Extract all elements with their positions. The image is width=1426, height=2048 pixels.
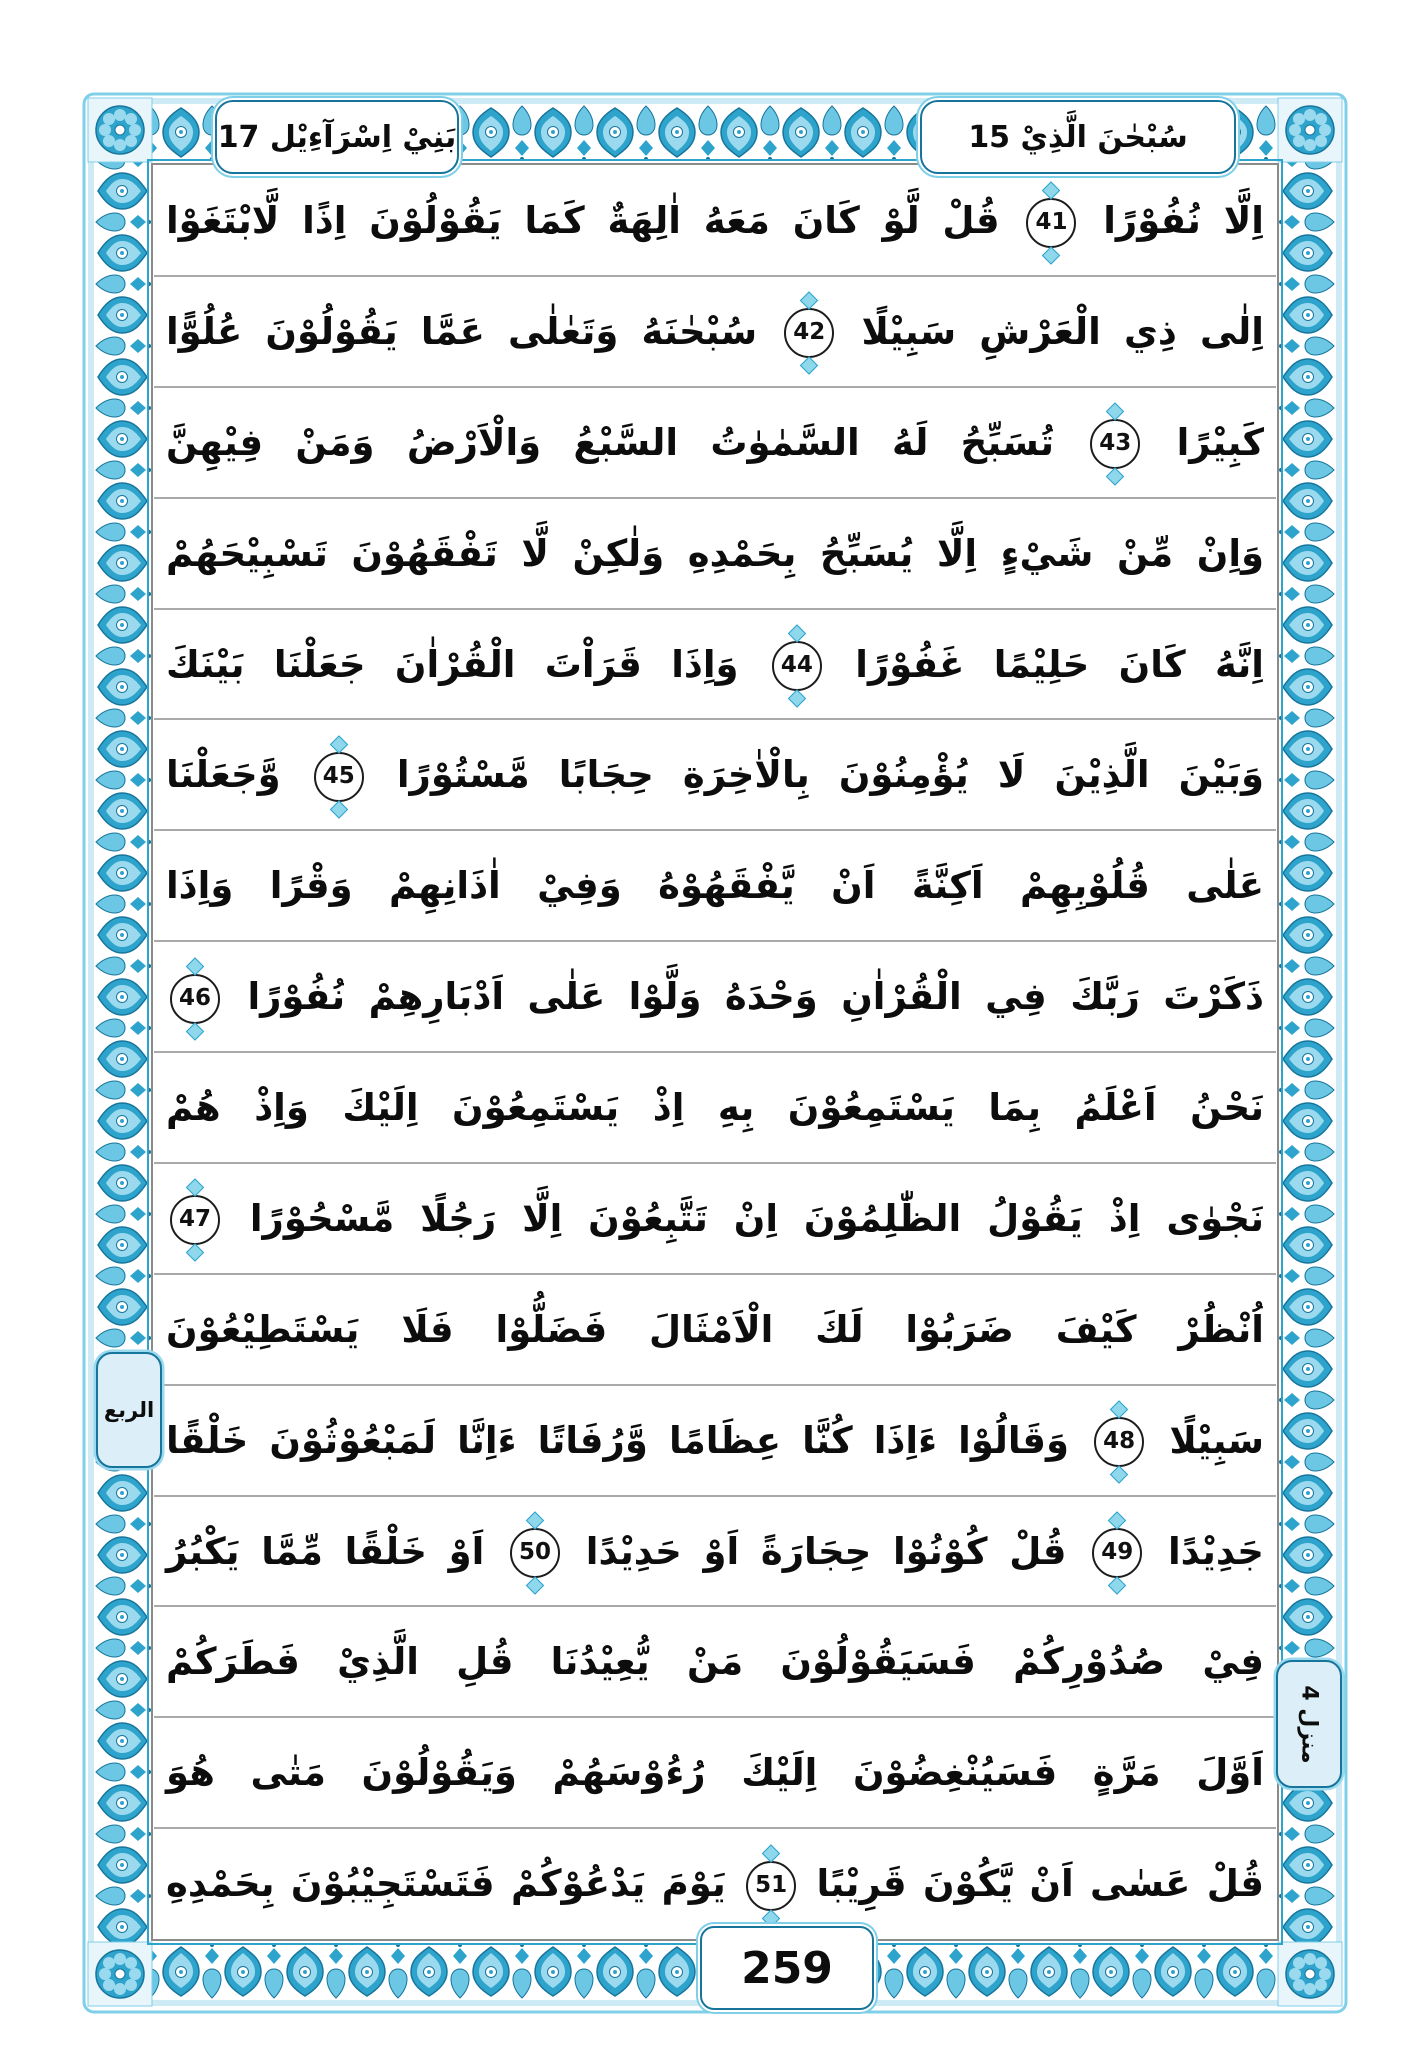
rub-quarter-label: الربع xyxy=(103,1398,155,1422)
ayah-text: وَقَالُوْا ءَاِذَا كُنَّا عِظَامًا وَّرُفَاتًا ءَاِنَّا لَمَبْعُوْثُوْنَ خَلْقًا xyxy=(166,1418,1070,1462)
quran-text-line xyxy=(154,831,1276,942)
verse-number-badge: 46 xyxy=(170,974,220,1024)
quran-text-line xyxy=(154,388,1276,499)
quran-text-line xyxy=(154,1829,1276,1938)
quran-text-area xyxy=(154,166,1276,1938)
quran-text-line xyxy=(154,499,1276,610)
surah-name-tab xyxy=(215,100,459,174)
ayah-text: تُسَبِّحُ لَهُ السَّمٰوٰتُ السَّبْعُ وَالْاَرْضُ وَمَنْ فِيْهِنَّ xyxy=(166,420,1054,464)
juz-name-label: سُبْحٰنَ الَّذِيْ 15 xyxy=(968,119,1188,155)
ayah-text: يَوْمَ يَدْعُوْكُمْ فَتَسْتَجِيْبُوْنَ بِحَمْدِهِ xyxy=(166,1862,726,1906)
ayah-text: عَلٰى قُلُوْبِهِمْ اَكِنَّةً اَنْ يَّفْقَهُوْهُ وَفِيْ اٰذَانِهِمْ وَقْرًا وَاِذَا xyxy=(166,864,1264,908)
quran-text-line xyxy=(154,1164,1276,1275)
ayah-text: اِنَّهُ كَانَ حَلِيْمًا غَفُوْرًا xyxy=(855,642,1264,686)
quran-text-line xyxy=(154,1718,1276,1829)
ayah-text: اُنْظُرْ كَيْفَ ضَرَبُوْا لَكَ الْاَمْثَالَ فَضَلُّوْا فَلَا يَسْتَطِيْعُوْنَ xyxy=(166,1307,1264,1351)
ayah-text: وَاِذَا قَرَاْتَ الْقُرْاٰنَ جَعَلْنَا بَيْنَكَ xyxy=(166,642,739,686)
ayah-text: سَبِيْلًا xyxy=(1169,1418,1264,1462)
ayah-text: سُبْحٰنَهُ وَتَعٰلٰى عَمَّا يَقُوْلُوْنَ عُلُوًّا xyxy=(166,309,758,353)
quran-text-line xyxy=(154,166,1276,277)
ayah-text: قُلْ عَسٰى اَنْ يَّكُوْنَ قَرِيْبًا xyxy=(816,1862,1265,1906)
ayah-text: كَبِيْرًا xyxy=(1176,420,1264,464)
ayah-text: اِلٰى ذِي الْعَرْشِ سَبِيْلًا xyxy=(861,309,1264,353)
quran-text-line xyxy=(154,1275,1276,1386)
verse-number-badge: 42 xyxy=(784,308,834,358)
verse-number-badge: 43 xyxy=(1090,419,1140,469)
manzil-marker xyxy=(1276,1660,1342,1788)
ayah-text: جَدِيْدًا xyxy=(1167,1529,1264,1573)
ayah-text: ذَكَرْتَ رَبَّكَ فِي الْقُرْاٰنِ وَحْدَهُ وَلَّوْا عَلٰى اَدْبَارِهِمْ نُفُوْرًا xyxy=(247,975,1264,1019)
ayah-text: وَاِنْ مِّنْ شَيْءٍ اِلَّا يُسَبِّحُ بِحَمْدِهِ وَلٰكِنْ لَّا تَفْقَهُوْنَ تَسْبِيْحَهُمْ xyxy=(166,531,1264,575)
manzil-label: منزل 4 xyxy=(1296,1684,1322,1764)
page-number: 259 xyxy=(741,1942,833,1994)
quran-text-line xyxy=(154,720,1276,831)
ayah-text: نَحْنُ اَعْلَمُ بِمَا يَسْتَمِعُوْنَ بِهِ اِذْ يَسْتَمِعُوْنَ اِلَيْكَ وَاِذْ هُمْ xyxy=(166,1086,1264,1129)
verse-number-badge: 50 xyxy=(510,1528,560,1578)
ayah-text: وَّجَعَلْنَا xyxy=(166,753,281,797)
ayah-text: نَجْوٰى اِذْ يَقُوْلُ الظّٰلِمُوْنَ اِنْ تَتَّبِعُوْنَ اِلَّا رَجُلًا مَّسْحُوْرًا xyxy=(249,1196,1264,1240)
quran-text-line xyxy=(154,1607,1276,1718)
rub-quarter-marker xyxy=(96,1352,162,1468)
quran-text-line xyxy=(154,610,1276,721)
ayah-text: قُلْ لَّوْ كَانَ مَعَهُ اٰلِهَةٌ كَمَا يَقُوْلُوْنَ اِذًا لَّابْتَغَوْا xyxy=(166,199,1000,242)
verse-number-badge: 48 xyxy=(1094,1417,1144,1467)
verse-number-badge: 47 xyxy=(170,1195,220,1245)
surah-name-label: بَنِيْ اِسْرَآءِيْل 17 xyxy=(217,119,457,155)
ayah-text: اَوْ خَلْقًا مِّمَّا يَكْبُرُ xyxy=(166,1529,485,1573)
ayah-text: قُلْ كُوْنُوْا حِجَارَةً اَوْ حَدِيْدًا xyxy=(585,1529,1067,1573)
verse-number-badge: 41 xyxy=(1026,198,1076,248)
verse-number-badge: 44 xyxy=(772,641,822,691)
quran-text-line xyxy=(154,277,1276,388)
verse-number-badge: 49 xyxy=(1092,1528,1142,1578)
ayah-text: فِيْ صُدُوْرِكُمْ فَسَيَقُوْلُوْنَ مَنْ يُّعِيْدُنَا قُلِ الَّذِيْ فَطَرَكُمْ xyxy=(166,1640,1264,1684)
juz-name-tab xyxy=(920,100,1236,174)
ayah-text: وَبَيْنَ الَّذِيْنَ لَا يُؤْمِنُوْنَ بِالْاٰخِرَةِ حِجَابًا مَّسْتُوْرًا xyxy=(396,753,1264,797)
quran-text-line xyxy=(154,1053,1276,1164)
verse-number-badge: 45 xyxy=(314,752,364,802)
quran-text-line xyxy=(154,1386,1276,1497)
verse-number-badge: 51 xyxy=(746,1861,796,1911)
ayah-text: اَوَّلَ مَرَّةٍ فَسَيُنْغِضُوْنَ اِلَيْكَ رُءُوْسَهُمْ وَيَقُوْلُوْنَ مَتٰى هُوَ xyxy=(166,1751,1264,1795)
quran-text-line xyxy=(154,1497,1276,1608)
page-number-tab xyxy=(700,1926,874,2010)
ayah-text: اِلَّا نُفُوْرًا xyxy=(1103,199,1264,242)
quran-text-line xyxy=(154,942,1276,1053)
